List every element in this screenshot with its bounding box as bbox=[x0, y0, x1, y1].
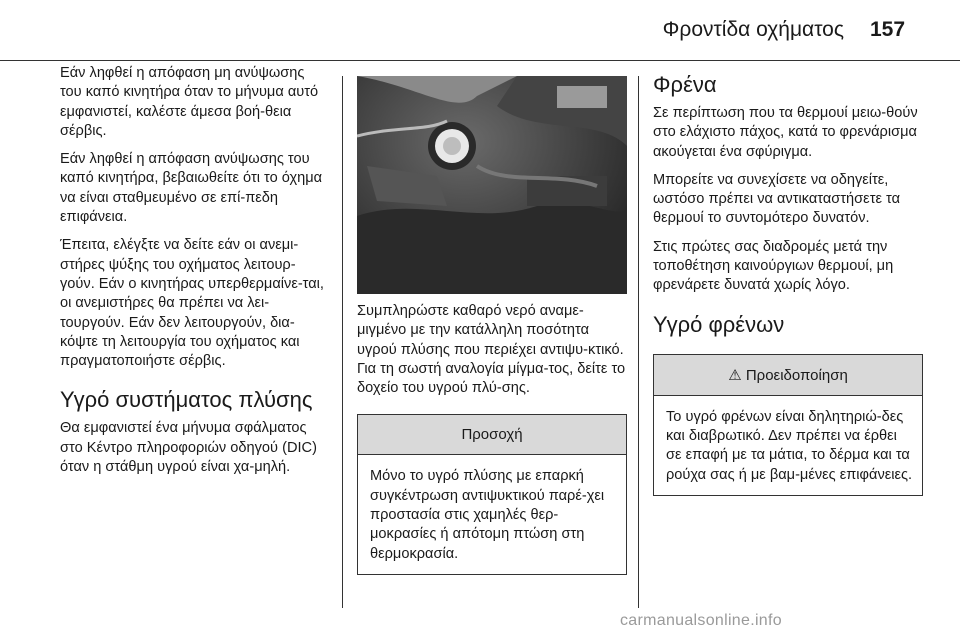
page-number: 157 bbox=[870, 18, 906, 41]
paragraph: Στις πρώτες σας διαδρομές μετά την τοποθέτηση καινούργιων θερμουί, μη φρενάρετε δυνατά χωρίς λόγο. bbox=[653, 238, 894, 294]
paragraph: Έπειτα, ελέγξτε να δείτε εάν οι ανεμι-στήρες ψύξης του οχήματος λειτουρ-γούν. Εάν ο κινητήρας υπερθερμαίνε-ται, οι ανεμιστήρες θα πρέπει να λει-τουργούν. Εάν δεν λειτουργούν, δια-κόψτε τη λειτουργία του οχήματος και πραγματοποιήστε σέρβις. bbox=[60, 237, 324, 370]
column-middle bbox=[357, 64, 627, 575]
section-heading-brakes: Φρένα bbox=[653, 72, 717, 97]
warning-title: Προειδοποίηση bbox=[745, 366, 848, 384]
watermark: carmanualsonline.info bbox=[620, 612, 782, 629]
paragraph: Θα εμφανιστεί ένα μήνυμα σφάλματος στο Κέντρο πληροφοριών οδηγού (DIC) όταν η στάθμη υγρού είναι χα-μηλή. bbox=[60, 420, 317, 476]
paragraph: Εάν ληφθεί η απόφαση μη ανύψωσης του καπό κινητήρα όταν το μήνυμα αυτό εμφανιστεί, καλέστε άμεσα βοή-θεια σέρβις. bbox=[60, 65, 319, 139]
column-right bbox=[653, 64, 923, 496]
section-heading-brake-fluid: Υγρό φρένων bbox=[653, 311, 785, 337]
notice-box bbox=[357, 414, 627, 574]
paragraph: Μπορείτε να συνεχίσετε να οδηγείτε, ωστόσο πρέπει να αντικαταστήσετε τα θερμουί το συντομότερο δυνατόν. bbox=[653, 171, 901, 227]
warning-triangle-icon: ⚠ bbox=[728, 366, 742, 384]
paragraph: Σε περίπτωση που τα θερμουί μειω-θούν στο ελάχιστο πάχος, κατά το φρενάρισμα ακούγεται ένα σφύριγμα. bbox=[653, 105, 918, 160]
warning-box bbox=[653, 354, 923, 496]
notice-text: Μόνο το υγρό πλύσης με επαρκή συγκέντρωση αντιψυκτικού παρέ-χει προστασία στις χαμηλές θερ-μοκρασίες ή απότομη πτώση στη θερμοκρασία. bbox=[370, 468, 605, 562]
column-divider bbox=[342, 76, 343, 608]
paragraph: Εάν ληφθεί η απόφαση ανύψωσης του καπό κινητήρα, βεβαιωθείτε ότι το όχημα να είναι σταθμευμένο σε επί-πεδη επιφάνεια. bbox=[60, 151, 323, 226]
column-divider bbox=[638, 76, 639, 608]
header-divider bbox=[0, 60, 960, 61]
section-heading-washer-fluid: Υγρό συστήματος πλύσης bbox=[60, 387, 313, 413]
paragraph: Συμπληρώστε καθαρό νερό αναμε-μιγμένο με την κατάλληλη ποσότητα υγρού πλύσης που περιέχει αντιψυ-κτικό. Για τη σωστή αναλογία μίγμα-τος, δείτε το δοχείο του υγρού πλύ-σης. bbox=[357, 303, 626, 397]
notice-title: Προσοχή bbox=[358, 415, 626, 455]
washer-reservoir-photo bbox=[357, 76, 627, 294]
column-left bbox=[60, 64, 330, 486]
warning-header bbox=[654, 355, 922, 396]
warning-text: Το υγρό φρένων είναι δηλητηριώ-δες και διαβρωτικό. Δεν πρέπει να έρθει σε επαφή με τα μάτια, το δέρμα και τα ρούχα σας ή με βαμ-μένες επιφάνειες. bbox=[666, 408, 913, 483]
page-header-title: Φροντίδα οχήματος bbox=[662, 18, 844, 41]
